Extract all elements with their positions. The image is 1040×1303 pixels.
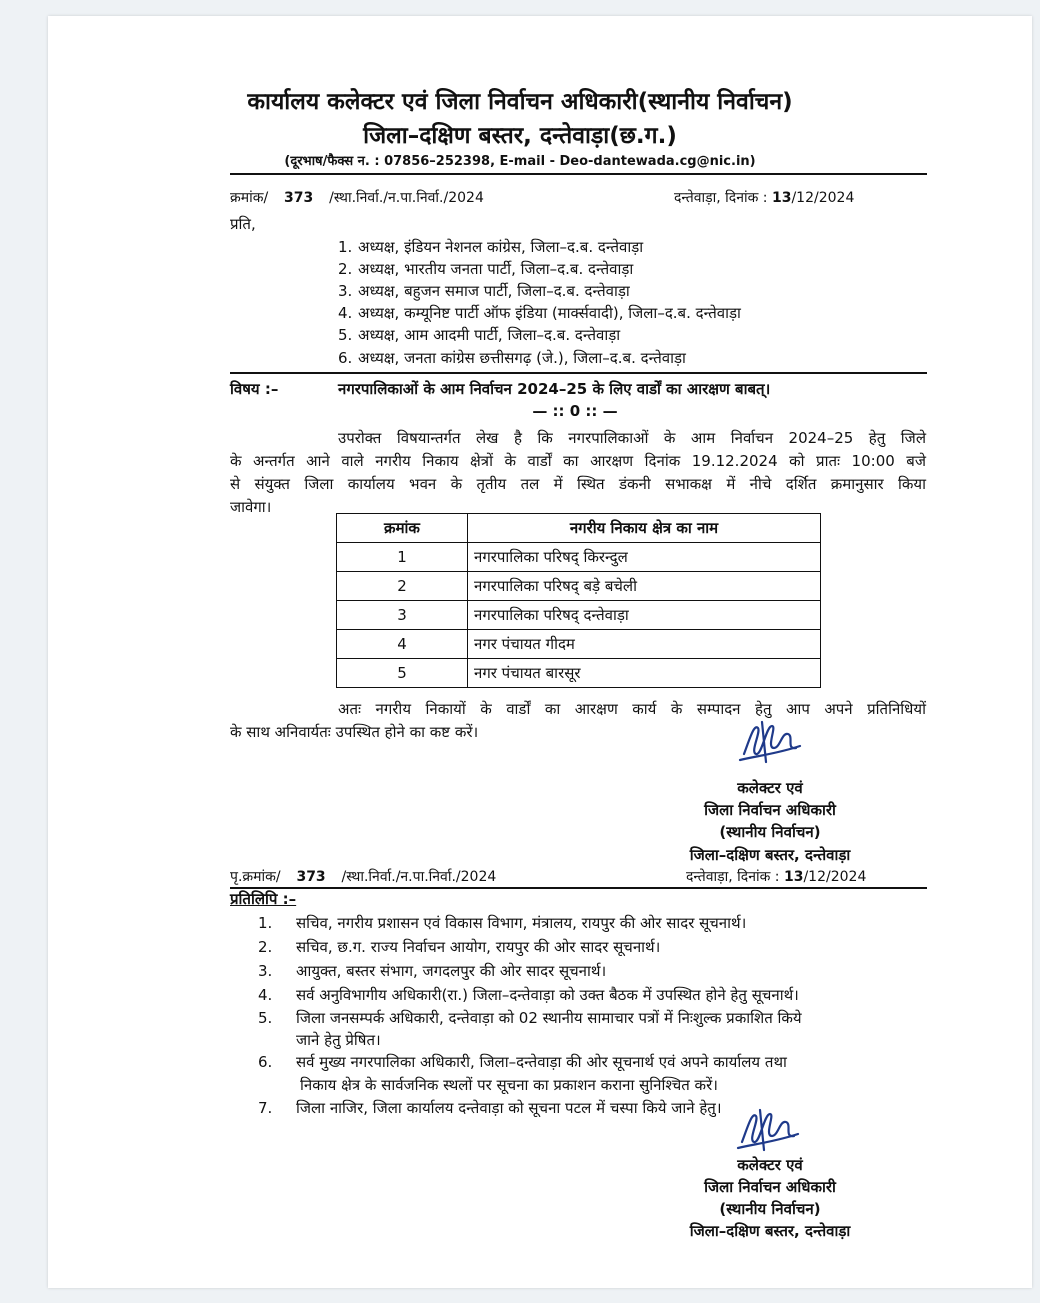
signature-mark — [736, 718, 806, 768]
table-row: 1 नगरपालिका परिषद् किरन्दुल — [337, 543, 821, 572]
header-rule — [230, 173, 927, 175]
signatory-designation: जिला निर्वाचन अधिकारी — [704, 801, 836, 819]
closing-line: अतः नगरीय निकायों के वार्डों का आरक्षण कार्य के सम्पादन हेतु आप अपने प्रतिनिधियों — [338, 700, 926, 718]
recipient-item: 6. अध्यक्ष, जनता कांग्रेस छत्तीसगढ़ (जे.), जिला–द.ब. दन्तेवाड़ा — [338, 349, 686, 367]
copy-item: 3. आयुक्त, बस्तर संभाग, जगदलपुर की ओर सादर सूचनार्थ। — [258, 962, 607, 980]
column-header-area: नगरीय निकाय क्षेत्र का नाम — [468, 514, 821, 543]
copy-date-rest: /12/2024 — [803, 869, 867, 885]
office-district: जिला–दक्षिण बस्तर, दन्तेवाड़ा(छ.ग.) — [363, 123, 677, 149]
copy-item: 2. सचिव, छ.ग. राज्य निर्वाचन आयोग, रायपुर की ओर सादर सूचनार्थ। — [258, 938, 661, 956]
body-line: के अन्तर्गत आने वाले नगरीय निकाय क्षेत्रों के वार्डों का आरक्षण दिनांक 19.12.2024 को प्रातः 10:00 बजे — [230, 452, 926, 470]
ref-suffix: /स्था.निर्वा./न.पा.निर्वा./2024 — [329, 190, 484, 206]
copy-ref-suffix: /स्था.निर्वा./न.पा.निर्वा./2024 — [341, 869, 497, 885]
subject-separator: — :: 0 :: — — [532, 402, 618, 420]
table-row: 2 नगरपालिका परिषद् बड़े बचेली — [337, 572, 821, 601]
signatory-section: (स्थानीय निर्वाचन) — [719, 1200, 821, 1218]
ref-number: 373 — [284, 190, 314, 206]
table-header-row — [337, 514, 821, 543]
subject-text: नगरपालिकाओं के आम निर्वाचन 2024–25 के लिए वार्डों का आरक्षण बाबत्। — [338, 380, 771, 398]
copy-item-continuation: निकाय क्षेत्र के सार्वजनिक स्थलों पर सूचना का प्रकाशन कराना सुनिश्चित करें। — [300, 1076, 718, 1094]
copy-item: 4. सर्व अनुविभागीय अधिकारी(रा.) जिला–दन्तेवाड़ा को उक्त बैठक में उपस्थित होने हेतु सूचनार्थ। — [258, 986, 799, 1004]
closing-paragraph — [230, 698, 926, 744]
copy-reference-number — [230, 867, 496, 886]
copy-rule — [230, 887, 927, 889]
ref-label: क्रमांक/ — [230, 190, 269, 206]
table-row: 3 नगरपालिका परिषद् दन्तेवाड़ा — [337, 601, 821, 630]
date-rest: /12/2024 — [791, 190, 855, 206]
recipient-item: 2. अध्यक्ष, भारतीय जनता पार्टी, जिला–द.ब. दन्तेवाड़ा — [338, 260, 634, 278]
signature-mark — [734, 1106, 804, 1156]
closing-line: के साथ अनिवार्यतः उपस्थित होने का कष्ट करें। — [230, 723, 479, 741]
copy-item: 1. सचिव, नगरीय प्रशासन एवं विकास विभाग, मंत्रालय, रायपुर की ओर सादर सूचनार्थ। — [258, 914, 747, 932]
salutation: प्रति, — [230, 215, 256, 233]
office-contact: (दूरभाष/फैक्स न. : 07856–252398, E-mail - Deo-dantewada.cg@nic.in) — [284, 154, 756, 169]
body-line: से संयुक्त जिला कार्यालय भवन के तृतीय तल में स्थित डंकनी सभाकक्ष में नीचे दर्शित क्रमानुसार किया — [230, 475, 926, 493]
recipient-item: 1. अध्यक्ष, इंडियन नेशनल कांग्रेस, जिला–द.ब. दन्तेवाड़ा — [338, 238, 644, 256]
recipient-item: 5. अध्यक्ष, आम आदमी पार्टी, जिला–द.ब. दन्तेवाड़ा — [338, 326, 621, 344]
date-day: 13 — [771, 190, 792, 206]
reference-number — [230, 188, 484, 207]
body-paragraph — [230, 427, 926, 519]
signatory-title: कलेक्टर एवं — [737, 779, 803, 797]
copy-to-label: प्रतिलिपि :– — [230, 890, 297, 908]
copy-reference-date — [686, 867, 866, 886]
copy-item: 5. जिला जनसम्पर्क अधिकारी, दन्तेवाड़ा को 02 स्थानीय सामाचार पत्रों में निःशुल्क प्रकाशित किये — [258, 1009, 802, 1027]
body-line: जावेगा। — [230, 498, 272, 516]
recipients-rule — [230, 372, 927, 374]
signatory-district: जिला–दक्षिण बस्तर, दन्तेवाड़ा — [689, 1222, 851, 1240]
reference-date — [674, 188, 854, 207]
copy-date-day: 13 — [783, 869, 804, 885]
body-line: उपरोक्त विषयान्तर्गत लेख है कि नगरपालिकाओं के आम निर्वाचन 2024–25 हेतु जिले — [338, 429, 926, 447]
copy-item: 7. जिला नाजिर, जिला कार्यालय दन्तेवाड़ा को सूचना पटल में चस्पा किये जाने हेतु। — [258, 1099, 722, 1117]
recipient-item: 4. अध्यक्ष, कम्यूनिष्ट पार्टी ऑफ इंडिया (मार्क्सवादी), जिला–द.ब. दन्तेवाड़ा — [338, 304, 741, 322]
copy-item-continuation: जाने हेतु प्रेषित। — [296, 1031, 381, 1049]
subject-label: विषय :– — [230, 380, 279, 398]
table-row: 5 नगर पंचायत बारसूर — [337, 659, 821, 688]
copy-ref-number: 373 — [296, 869, 326, 885]
signatory-title: कलेक्टर एवं — [737, 1156, 803, 1174]
signatory-designation: जिला निर्वाचन अधिकारी — [704, 1178, 836, 1196]
copy-ref-label: पृ.क्रमांक/ — [230, 869, 281, 885]
place-date-label: दन्तेवाड़ा, दिनांक : — [674, 190, 768, 206]
signatory-section: (स्थानीय निर्वाचन) — [719, 823, 821, 841]
copy-item: 6. सर्व मुख्य नगरपालिका अधिकारी, जिला–दन्तेवाड़ा की ओर सूचनार्थ एवं अपने कार्यालय तथा — [258, 1053, 787, 1071]
office-title: कार्यालय कलेक्टर एवं जिला निर्वाचन अधिकारी(स्थानीय निर्वाचन) — [247, 89, 793, 115]
signatory-district: जिला–दक्षिण बस्तर, दन्तेवाड़ा — [689, 846, 851, 864]
column-header-serial: क्रमांक — [337, 514, 468, 543]
recipient-item: 3. अध्यक्ष, बहुजन समाज पार्टी, जिला–द.ब. दन्तेवाड़ा — [338, 282, 630, 300]
copy-place-date-label: दन्तेवाड़ा, दिनांक : — [686, 869, 780, 885]
table-row: 4 नगर पंचायत गीदम — [337, 630, 821, 659]
ward-table — [336, 513, 821, 688]
